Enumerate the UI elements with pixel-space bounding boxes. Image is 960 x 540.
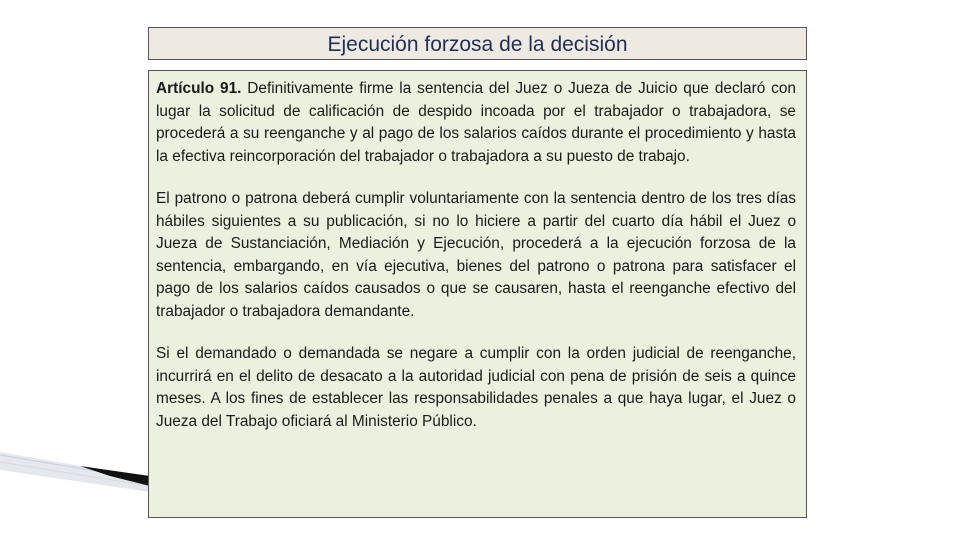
slide-title: Ejecución forzosa de la decisión	[327, 33, 628, 56]
swoosh-light-band	[0, 452, 150, 492]
article-label: Artículo 91.	[156, 80, 242, 97]
paragraph-1	[156, 78, 796, 168]
paragraph-1-text: Definitivamente firme la sentencia del Juez o Jueza de Juicio que declaró con lugar la solicitud de calificación de despido incoada por el trabajador o trabajadora, se procederá a su reenganche y al pago de los salarios caídos durante el procedimiento y hasta la efectiva reincorporación del trabajador o trabajadora a su puesto de trabajo.	[156, 80, 796, 165]
title-box	[148, 27, 807, 60]
paragraph-2: El patrono o patrona deberá cumplir voluntariamente con la sentencia dentro de los tres días hábiles siguientes a su publicación, si no lo hiciere a partir del cuarto día hábil el Juez o Jueza de Sustanciación, Mediación y Ejecución, procederá a la ejecución forzosa de la sentencia, embargando, en vía ejecutiva, bienes del patrono o patrona para satisfacer el pago de los salarios caídos causados o que se causaren, hasta el reenganche efectivo del trabajador o trabajadora demandante.	[156, 190, 796, 320]
paragraph-3: Si el demandado o demandada se negare a cumplir con la orden judicial de reenganche, incurrirá en el delito de desacato a la autoridad judicial con pena de prisión de seis a quince meses. A los fines de establecer las responsabilidades penales a que haya lugar, el Juez o Jueza del Trabajo oficiará al Ministerio Público.	[156, 345, 796, 430]
article-content-box	[148, 70, 807, 518]
